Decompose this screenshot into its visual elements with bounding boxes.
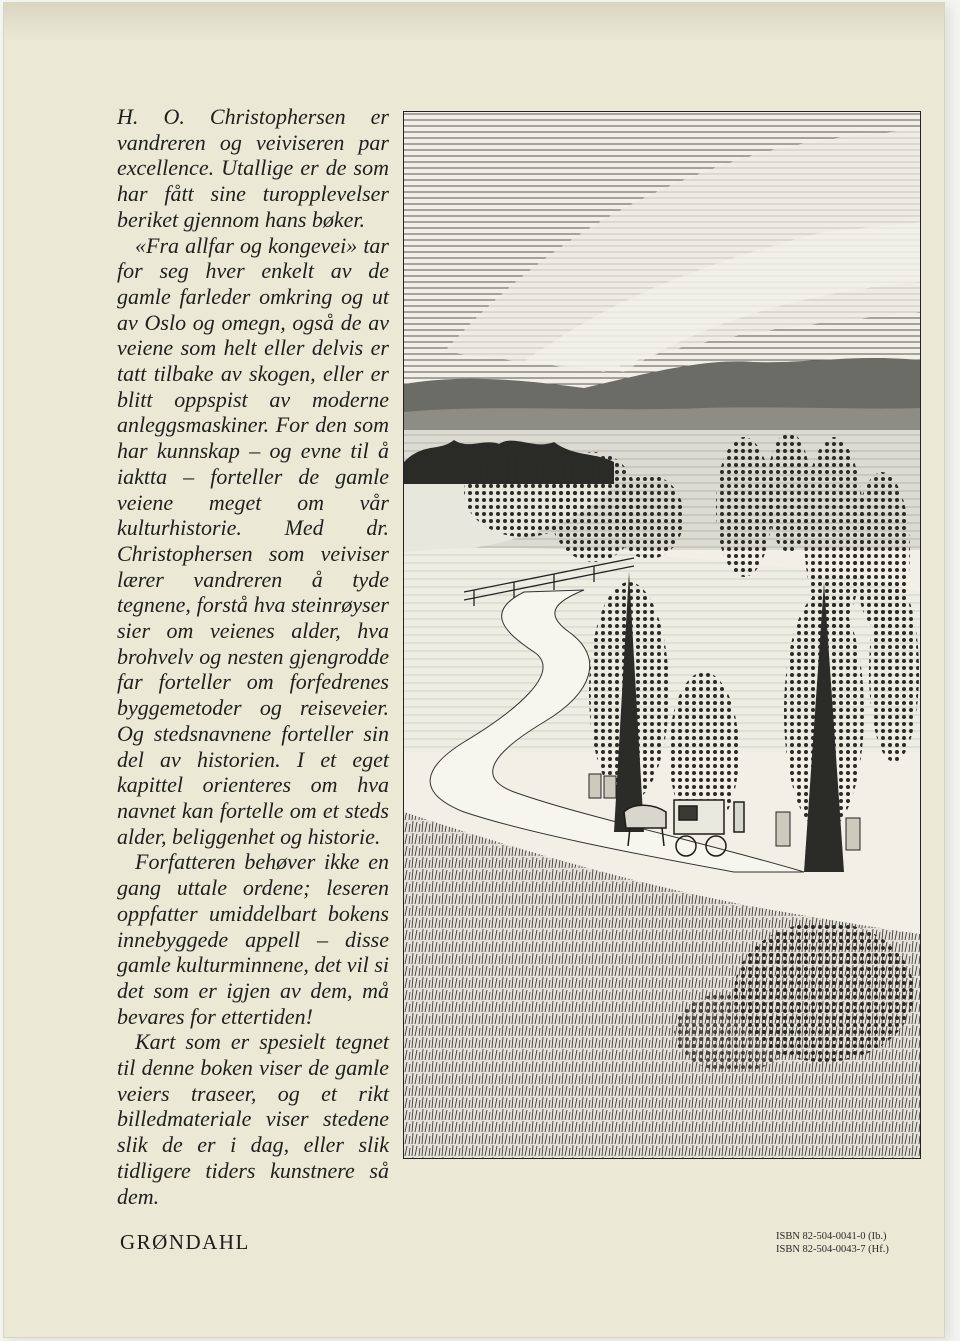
isbn-block [776,1230,889,1256]
blurb-text [117,104,389,1209]
engraving-illustration [403,111,921,1159]
blurb-paragraph-3: Forfatteren behøver ikke en gang uttale ordene; leseren oppfatter umiddelbart bokens innebyggede appell – disse gamle kulturminnene, det vil si det som er igjen av dem, må bevares for ettertiden! [117,849,389,1029]
sky [404,112,920,402]
publisher-name: GRØNDAHL [120,1230,250,1254]
isbn-line-2: ISBN 82-504-0043-7 (Hf.) [776,1244,889,1255]
isbn-line-1: ISBN 82-504-0041-0 (Ib.) [776,1231,887,1242]
cover-wear [3,2,945,42]
blurb-paragraph-2: «Fra allfar og kongevei» tar for seg hver enkelt av de gamle farleder omkring og ut av Oslo og omegn, også de av veiene som helt eller delvis er tatt tilbake av skogen, eller er blitt oppspist av moderne anleggsmaskiner. For den som har kunnskap – og evne til å iaktta – forteller de gamle veiene meget om vår kulturhistorie. Med dr. Christophersen som veiviser lærer vandreren å tyde tegnene, forstå hva steinrøyser sier om veienes alder, hva brohvelv og nesten gjengrodde far forteller om forfedrenes byggemetoder og reiseveier. Og stedsnavnene forteller sin del av historien. I et eget kapittel orienteres om hva navnet kan fortelle om et steds alder, beliggenhet og historie. [117,232,389,849]
blurb-paragraph-1: H. O. Christophersen er vandreren og veiviseren par excellence. Utallige er de som har fått sine turopplevelser beriket gjennom hans bøker. [117,104,389,232]
blurb-paragraph-4: Kart som er spesielt tegnet til denne boken viser de gamle veiers traseer, og et rikt billedmateriale viser stedene slik de er i dag, eller slik tidligere tiders kunstnere så dem. [117,1029,389,1209]
